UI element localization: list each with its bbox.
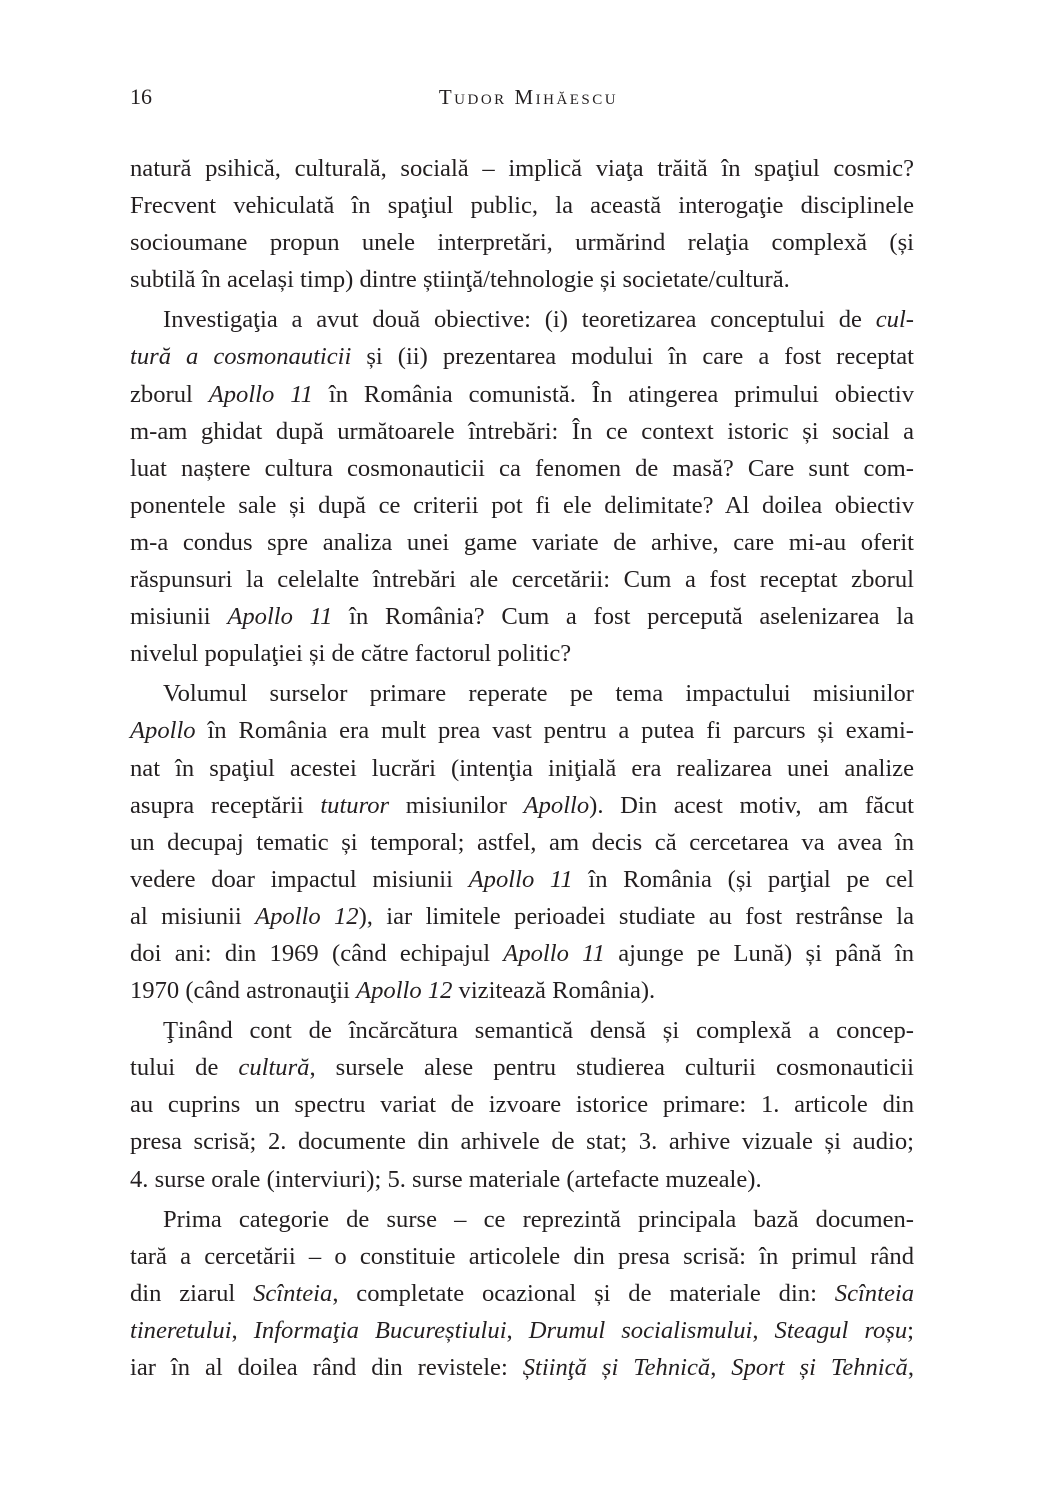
text-run: ). Din acest motiv, am făcut xyxy=(589,791,914,819)
text-line xyxy=(130,187,914,224)
italic-text: Apollo 11 xyxy=(468,865,573,893)
text-line xyxy=(130,935,914,972)
italic-text: Steagul roșu xyxy=(774,1316,908,1344)
text-run: 1970 (când astronauţii xyxy=(130,977,357,1005)
text-run: ponentele sale și după ce criterii pot fi ele delimitate? Al doilea obiectiv xyxy=(130,491,914,519)
text-line xyxy=(130,675,914,712)
text-line xyxy=(130,1201,914,1238)
text-run: asupra receptării xyxy=(130,791,321,819)
italic-text: Apollo 12 xyxy=(255,902,359,930)
text-line xyxy=(130,150,914,187)
text-run: ajunge pe Lună) și până în xyxy=(604,939,914,967)
italic-text: Apollo xyxy=(130,717,196,745)
text-line xyxy=(130,787,914,824)
text-line xyxy=(130,712,914,749)
text-run: nat în spaţiul acestei lucrări (intenţia iniţială era realizarea unei analize xyxy=(130,754,914,782)
text-run: tară a cercetării – o constituie articolele din presa scrisă: în primul rând xyxy=(130,1242,914,1270)
paragraph xyxy=(130,675,914,1009)
text-run: misiunilor xyxy=(389,791,524,819)
text-line xyxy=(130,301,914,338)
text-run: doi ani: din 1969 (când echipajul xyxy=(130,939,504,967)
text-line xyxy=(130,261,914,298)
text-run: și (ii) prezentarea modului în care a fost receptat xyxy=(351,343,914,371)
italic-text: Scînteia xyxy=(834,1279,914,1307)
text-run: un decupaj tematic și temporal; astfel, am decis că cercetarea va avea în xyxy=(130,828,914,856)
text-run: vedere doar impactul misiunii xyxy=(130,865,469,893)
text-run: misiunii xyxy=(130,603,228,631)
text-run: Volumul surselor primare reperate pe tema impactului misiunilor xyxy=(163,680,914,708)
text-line xyxy=(130,598,914,635)
italic-text: Apollo 11 xyxy=(208,380,313,408)
text-run: vizitează România). xyxy=(452,977,656,1005)
text-line xyxy=(130,1123,914,1160)
italic-text: Apollo xyxy=(523,791,590,819)
text-run: ), iar limitele perioadei studiate au fost restrânse la xyxy=(358,902,915,930)
text-run: ; xyxy=(907,1316,914,1344)
italic-text: Sport și Tehnică xyxy=(731,1354,908,1381)
text-run: , sursele alese pentru studierea culturii cosmonauticii xyxy=(309,1054,914,1082)
italic-text: Apollo 11 xyxy=(503,939,605,967)
text-run: , completate ocazional și de materiale din: xyxy=(332,1279,835,1307)
paragraph xyxy=(130,150,914,298)
italic-text: cultură xyxy=(238,1054,310,1082)
text-line xyxy=(130,750,914,787)
italic-text: tuturor xyxy=(320,791,390,819)
text-run: , xyxy=(710,1354,732,1381)
text-run: tului de xyxy=(130,1054,239,1082)
text-run: 4. surse orale (interviuri); 5. surse materiale (artefacte muzeale). xyxy=(130,1165,762,1193)
text-run: Prima categorie de surse – ce reprezintă principala bază documen- xyxy=(163,1205,914,1233)
text-line xyxy=(130,824,914,861)
text-run: nivelul populaţiei și de către factorul politic? xyxy=(130,640,572,668)
text-line xyxy=(130,1012,914,1049)
text-line xyxy=(130,1275,914,1312)
text-run: Investigaţia a avut două obiective: (i) teoretizarea conceptului de xyxy=(163,306,876,334)
text-line xyxy=(130,413,914,450)
italic-text: Știinţă și Tehnică xyxy=(522,1354,711,1381)
text-line xyxy=(130,1238,914,1275)
text-line xyxy=(130,635,914,672)
text-line xyxy=(130,1161,914,1198)
text-run: Frecvent vehiculată în spaţiul public, la această interogaţie disciplinele xyxy=(130,192,914,220)
text-run: m-a condus spre analiza unei game variate de arhive, care mi-au oferit xyxy=(130,528,914,556)
italic-text: Informaţia Bucureștiului xyxy=(253,1316,507,1344)
text-line xyxy=(130,450,914,487)
text-run: subtilă în același timp) dintre știinţă/tehnologie și societate/cultură. xyxy=(130,266,790,294)
running-head-author: Tudor Mihăescu xyxy=(438,85,619,109)
text-line xyxy=(130,561,914,598)
text-run: în România (și parţial pe cel xyxy=(572,865,914,893)
text-run: zborul xyxy=(130,380,209,408)
paragraph xyxy=(130,1201,914,1386)
text-line xyxy=(130,487,914,524)
text-run: din ziarul xyxy=(130,1279,254,1307)
italic-text: Apollo 12 xyxy=(356,977,453,1005)
text-run: , xyxy=(752,1316,775,1344)
italic-text: Apollo 11 xyxy=(227,603,333,631)
text-run: în România? Cum a fost percepută aselenizarea la xyxy=(332,603,915,631)
italic-text: Drumul socialismului xyxy=(528,1316,753,1344)
text-line xyxy=(130,898,914,935)
text-line xyxy=(130,524,914,561)
text-run: , xyxy=(907,1354,914,1381)
text-run: socioumane propun unele interpretări, urmărind relaţia complexă (și xyxy=(130,229,914,257)
italic-text: cul- xyxy=(875,306,914,334)
text-run: m-am ghidat după următoarele întrebări: În ce context istoric și social a xyxy=(130,417,914,445)
italic-text: Scînteia xyxy=(253,1279,333,1307)
text-run: în România era mult prea vast pentru a putea fi parcurs și exami- xyxy=(195,717,914,745)
body-text xyxy=(130,150,914,1386)
text-line xyxy=(130,1049,914,1086)
text-run: Ţinând cont de încărcătura semantică densă și complexă a concep- xyxy=(163,1017,914,1045)
text-line xyxy=(130,861,914,898)
text-run: , xyxy=(231,1316,254,1344)
text-run: luat naștere cultura cosmonauticii ca fenomen de masă? Care sunt com- xyxy=(130,454,914,482)
text-run: presa scrisă; 2. documente din arhivele de stat; 3. arhive vizuale și audio; xyxy=(130,1128,914,1156)
text-line xyxy=(130,1312,914,1349)
text-run: răspunsuri la celelalte întrebări ale cercetării: Cum a fost receptat zborul xyxy=(130,566,914,594)
text-run: al misiunii xyxy=(130,902,256,930)
text-run: iar în al doilea rând din revistele: xyxy=(130,1354,523,1381)
text-line xyxy=(130,972,914,1009)
paragraph xyxy=(130,1012,914,1197)
italic-text: tineretului xyxy=(130,1316,232,1344)
text-line xyxy=(130,376,914,413)
italic-text: tură a cosmonauticii xyxy=(130,343,352,371)
text-line xyxy=(130,1349,914,1386)
text-run: natură psihică, culturală, socială – implică viaţa trăită în spaţiul cosmic? xyxy=(130,155,914,182)
text-line xyxy=(130,338,914,375)
text-run: au cuprins un spectru variat de izvoare istorice primare: 1. articole din xyxy=(130,1091,914,1119)
text-run: , xyxy=(506,1316,529,1344)
page-number: 16 xyxy=(130,84,152,109)
paragraph xyxy=(130,301,914,672)
text-run: în România comunistă. În atingerea primului obiectiv xyxy=(312,380,914,408)
text-line xyxy=(130,224,914,261)
text-line xyxy=(130,1086,914,1123)
